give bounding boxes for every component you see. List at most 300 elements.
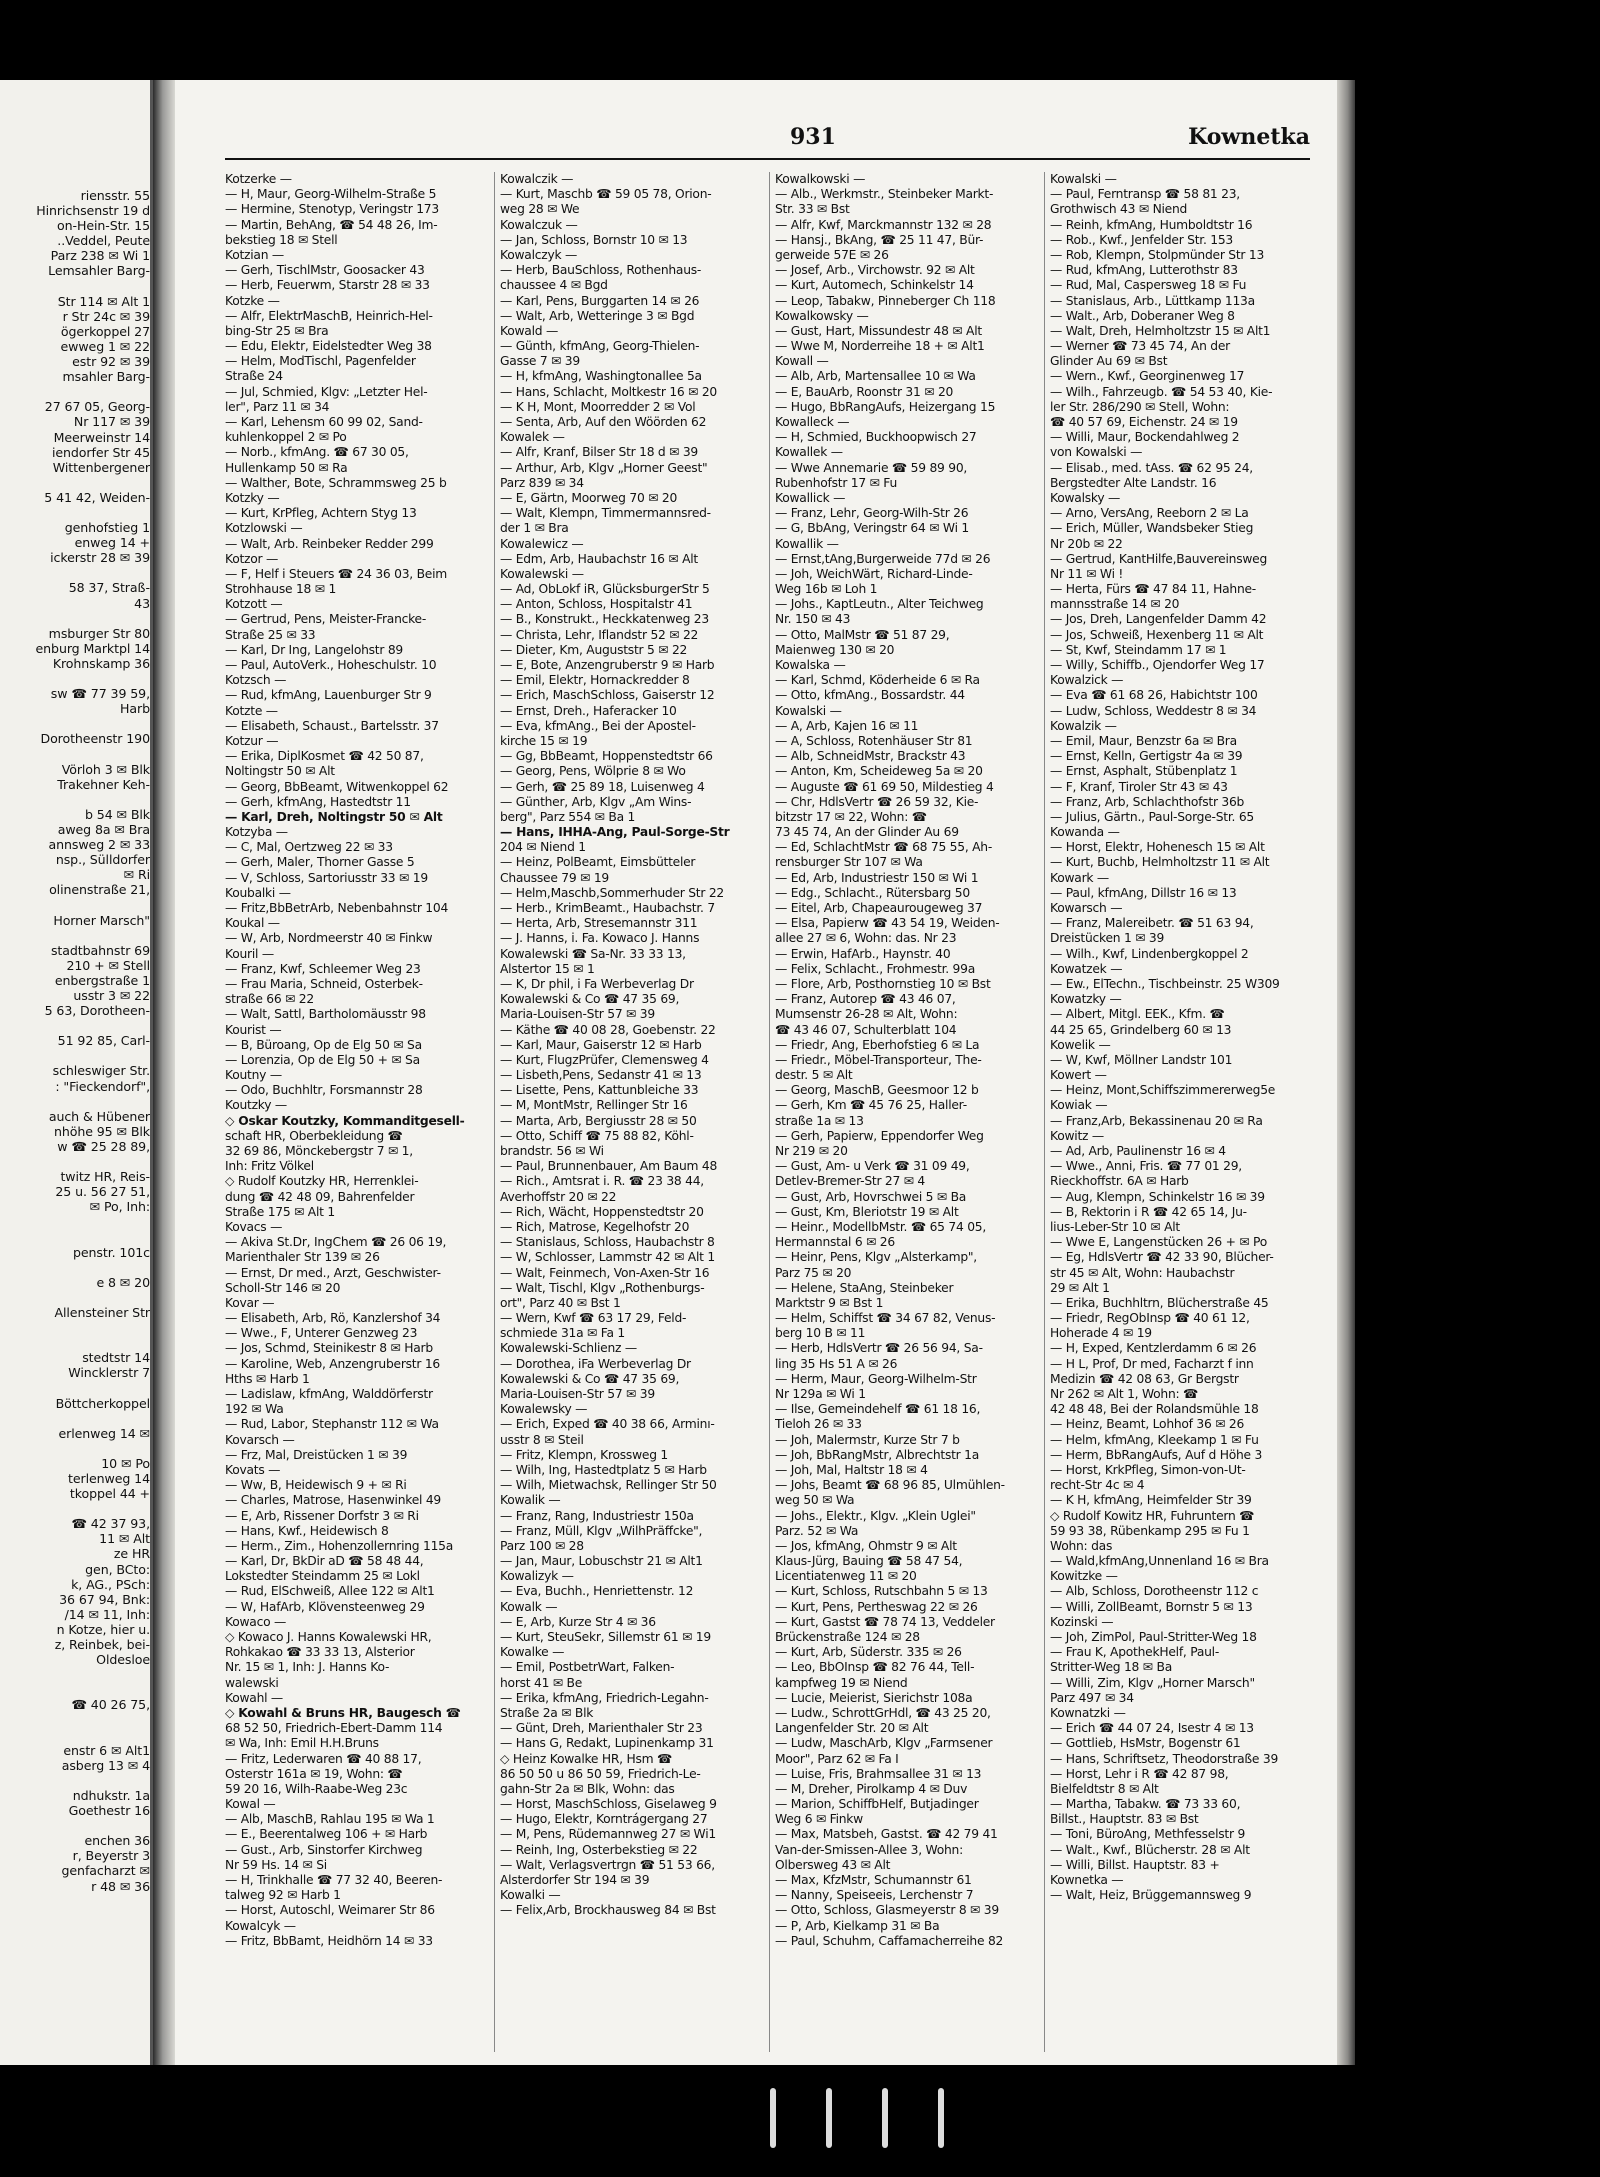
directory-entry-line: — Walt, Tischl, Klgv „Rothenburgs- (500, 1280, 705, 1295)
fragment-line: Dorotheenstr 190 (40, 731, 150, 747)
surname-heading: Kowalzick — (1050, 673, 1124, 688)
directory-entry-line: — Hugo, BbRangAufs, Heizergang 15 (775, 399, 996, 414)
directory-entry-line: — Joh, Mal, Haltstr 18 ✉ 4 (775, 1462, 928, 1477)
directory-entry-line: — Gerh, Km ☎ 45 76 25, Haller- (775, 1098, 967, 1113)
surname-heading: Kotzur — (225, 733, 279, 748)
fragment-line: asberg 13 ✉ 4 (61, 1757, 150, 1773)
surname-heading: Kotzte — (225, 703, 278, 718)
fragment-line (0, 1320, 150, 1335)
fragment-line: 11 ✉ Alt (99, 1531, 150, 1547)
directory-entry-line: Marienthaler Str 139 ✉ 26 (225, 1250, 380, 1265)
directory-entry-line: — Horst, MaschSchloss, Giselaweg 9 (500, 1797, 717, 1812)
directory-entry-line: — Nanny, Speiseeis, Lerchenstr 7 (775, 1888, 974, 1903)
directory-entry-line: Nr 11 ✉ Wi ! (1050, 566, 1124, 581)
directory-entry-line: — Karl, Pens, Burggarten 14 ✉ 26 (500, 293, 700, 308)
directory-entry-line: — Eva ☎ 61 68 26, Habichtstr 100 (1050, 688, 1258, 703)
directory-entry-line: — Lisbeth,Pens, Sedanstr 41 ✉ 13 (500, 1068, 702, 1083)
surname-heading: Kownatzki — (1050, 1705, 1126, 1720)
directory-entry-line: — Ww, B, Heidewisch 9 + ✉ Ri (225, 1478, 407, 1493)
book-gutter (153, 80, 175, 2065)
directory-entry-line: Strohhause 18 ✉ 1 (225, 582, 337, 597)
directory-entry-line: Hoherade 4 ✉ 19 (1050, 1326, 1152, 1341)
directory-entry-line: — Hans G, Redakt, Lupinenkamp 31 (500, 1736, 714, 1751)
fragment-line: enweg 14 + (74, 535, 150, 551)
surname-heading: Kowarsch — (1050, 901, 1123, 915)
directory-entry-line: — B., Konstrukt., Heckkatenweg 23 (500, 612, 709, 627)
directory-entry-line: Klaus-Jürg, Bauing ☎ 58 47 54, (775, 1554, 963, 1569)
directory-entry-line: — Heinz, Mont,Schiffszimmererweg5e (1050, 1083, 1276, 1098)
surname-heading: Koutzky — (225, 1098, 287, 1113)
surname-heading: Kowalski — (1050, 172, 1117, 186)
directory-entry-line: — Joh, WeichWärt, Richard-Linde- (775, 566, 973, 581)
fragment-line (0, 1229, 150, 1244)
directory-entry-line: — Walt, Verlagsvertrgn ☎ 51 53 66, (500, 1857, 715, 1872)
directory-entry-line: — W, Arb, Nordmeerstr 40 ✉ Finkw (225, 931, 433, 946)
directory-entry-line: — E., Beerentalweg 106 + ✉ Harb (225, 1827, 428, 1842)
directory-entry-line: — Willi, Zim, Klgv „Horner Marsch" (1050, 1675, 1255, 1690)
fragment-line: Böttcherkoppel (55, 1395, 150, 1411)
directory-entry-line: — Kurt, SteuSekr, Sillemstr 61 ✉ 19 (500, 1630, 711, 1644)
directory-entry-line: Grothwisch 43 ✉ Niend (1050, 202, 1188, 217)
directory-entry-line: — Erwin, HafArb., Haynstr. 40 (775, 946, 951, 961)
directory-entry-line: straße 66 ✉ 22 (225, 992, 314, 1007)
directory-entry-line: — Luise, Fris, Brahmsallee 31 ✉ 13 (775, 1766, 982, 1781)
directory-entry-line: — Felix, Schlacht., Frohmestr. 99a (775, 961, 975, 976)
directory-entry-line: Osterstr 161a ✉ 19, Wohn: ☎ (225, 1766, 403, 1781)
fragment-line: twitz HR, Reis- (60, 1169, 150, 1185)
directory-entry-line: berg", Parz 554 ✉ Ba 1 (500, 809, 636, 824)
fragment-line: penstr. 101c (72, 1244, 150, 1260)
directory-entry-line: — Willi, Maur, Bockendahlweg 2 (1050, 430, 1240, 445)
surname-heading: Koukal — (225, 916, 280, 931)
directory-entry-line: — Walt, Sattl, Bartholomäusstr 98 (225, 1007, 426, 1022)
directory-entry-line: — Paul, Brunnenbauer, Am Baum 48 (500, 1159, 718, 1174)
directory-entry-line: — Horst, Lehr i R ☎ 42 87 98, (1050, 1766, 1229, 1781)
directory-entry-line: talweg 92 ✉ Harb 1 (225, 1888, 341, 1903)
directory-entry-line: — Karl, Dr, BkDir aD ☎ 58 48 44, (225, 1554, 424, 1569)
directory-entry-line: Alsterdorfer Str 194 ✉ 39 (500, 1873, 650, 1887)
directory-entry-line: — Gust, Km, Bleriotstr 19 ✉ Alt (775, 1204, 959, 1219)
directory-entry-line: — Rud, ElSchweiß, Allee 122 ✉ Alt1 (225, 1584, 435, 1599)
directory-entry-line: — W, HafArb, Klövensteenweg 29 (225, 1599, 425, 1614)
directory-entry-line: — Joh, ZimPol, Paul-Stritter-Weg 18 (1050, 1630, 1257, 1644)
directory-entry-line: Straße 175 ✉ Alt 1 (225, 1204, 335, 1219)
directory-entry-line: ◇ Rudolf Koutzky HR, Herrenklei- (225, 1174, 419, 1189)
surname-heading: Kourist — (225, 1022, 282, 1037)
fragment-line: enburg Marktpl 14 (35, 640, 150, 656)
directory-entry-line: Bielfeldtstr 8 ✉ Alt (1050, 1781, 1159, 1796)
directory-entry-line: — Karl, Maur, Gaiserstr 12 ✉ Harb (500, 1037, 702, 1052)
directory-entry-line: — Rich, Matrose, Kegelhofstr 20 (500, 1219, 690, 1234)
fragment-line: /14 ✉ 11, Inh: (64, 1606, 150, 1622)
fragment-line (0, 1214, 150, 1229)
surname-heading: Kowaco — (225, 1614, 287, 1629)
directory-entry-line: — Otto, MalMstr ☎ 51 87 29, (775, 627, 950, 642)
directory-entry-line: — Fritz, Klempn, Krossweg 1 (500, 1447, 668, 1462)
directory-entry-line: destr. 5 ✉ Alt (775, 1068, 853, 1083)
surname-heading: Kowalleck — (775, 415, 850, 429)
directory-entry-line: — B, Büroang, Op de Elg 50 ✉ Sa (225, 1037, 422, 1052)
directory-entry-line: 68 52 50, Friedrich-Ebert-Damm 114 (225, 1721, 443, 1736)
directory-entry-line: Dreistücken 1 ✉ 39 (1050, 931, 1165, 946)
binding-strip (0, 2065, 1600, 2177)
directory-entry-line: — Marion, SchiffbHelf, Butjadinger (775, 1797, 979, 1812)
fragment-line (0, 1773, 150, 1788)
directory-entry-line: — Herta, Arb, Stresemannstr 311 (500, 916, 698, 931)
directory-entry-line: — E, BauArb, Roonstr 31 ✉ 20 (775, 384, 954, 399)
directory-entry-line: brandstr. 56 ✉ Wi (500, 1144, 604, 1158)
directory-entry-line: — Alb, MaschB, Rahlau 195 ✉ Wa 1 (225, 1812, 435, 1827)
directory-entry-line: Parz 497 ✉ 34 (1050, 1690, 1134, 1705)
directory-entry-line: — Alfr, Kwf, Marckmannstr 132 ✉ 28 (775, 217, 992, 232)
fragment-line: nsp., Sülldorfer (55, 852, 150, 868)
directory-entry-line: — Friedr, Ang, Eberhofstieg 6 ✉ La (775, 1037, 980, 1052)
directory-entry-line: Medizin ☎ 42 08 63, Gr Bergstr (1050, 1371, 1239, 1386)
fragment-line: 58 37, Straß- (68, 580, 150, 596)
directory-entry-line: Nr. 150 ✉ 43 (775, 612, 851, 627)
directory-entry-line: — Herb, Feuerwm, Starstr 28 ✉ 33 (225, 278, 430, 293)
surname-heading: Kowatzky — (1050, 992, 1122, 1007)
directory-entry-line: kuhlenkoppel 2 ✉ Po (225, 430, 347, 445)
directory-entry-line: — Ludw, Schloss, Weddestr 8 ✉ 34 (1050, 703, 1257, 718)
directory-entry-line: — Frau K, ApothekHelf, Paul- (1050, 1645, 1220, 1660)
directory-entry-line: — Jan, Maur, Lobuschstr 21 ✉ Alt1 (500, 1554, 703, 1569)
directory-entry-line: 29 ✉ Alt 1 (1050, 1280, 1110, 1295)
fragment-line (0, 928, 150, 943)
directory-entry-line: ☎ 43 46 07, Schulterblatt 104 (775, 1022, 957, 1037)
directory-entry-line: Nr 262 ✉ Alt 1, Wohn: ☎ (1050, 1387, 1199, 1401)
directory-column-2 (500, 172, 765, 1919)
directory-entry-line: — Herm, Maur, Georg-Wilhelm-Str (775, 1371, 977, 1386)
directory-entry-line: — Eitel, Arb, Chapeaurougeweg 37 (775, 901, 983, 915)
surname-heading: Kowalczuk — (500, 217, 578, 232)
directory-entry-line: — Alb, Schloss, Dorotheenstr 112 c (1050, 1584, 1259, 1599)
directory-entry-line: — Walt, Klempn, Timmermannsred- (500, 506, 711, 521)
directory-entry-line: walewski (225, 1675, 279, 1690)
directory-entry-line: — Karl, Lehensm 60 99 02, Sand- (225, 415, 423, 429)
directory-entry-line: — Kurt, Schloss, Rutschbahn 5 ✉ 13 (775, 1584, 988, 1599)
surname-heading: Kowahl — (225, 1690, 283, 1705)
surname-heading: Kowalczik — (500, 172, 574, 186)
directory-entry-line: ler Str. 286/290 ✉ Stell, Wohn: (1050, 399, 1230, 414)
directory-entry-line: 204 ✉ Niend 1 (500, 840, 586, 855)
directory-entry-line: — H, Schmied, Buckhoopwisch 27 (775, 430, 977, 445)
directory-entry-line: Brückenstraße 124 ✉ 28 (775, 1630, 920, 1644)
directory-entry-line: Scholl-Str 146 ✉ 20 (225, 1280, 341, 1295)
fragment-line: 5 63, Dorotheen- (44, 1003, 150, 1019)
directory-entry-line: — C, Mal, Oertzweg 22 ✉ 33 (225, 840, 393, 855)
directory-entry-line: — Kurt, Gastst ☎ 78 74 13, Veddeler (775, 1614, 995, 1629)
directory-entry-line: — Willy, Schiffb., Ojendorfer Weg 17 (1050, 658, 1265, 672)
directory-entry-line: — M, MontMstr, Rellinger Str 16 (500, 1098, 688, 1113)
directory-entry-line: — H, kfmAng, Washingtonallee 5a (500, 369, 702, 384)
directory-entry-line: — Leop, Tabakw, Pinneberger Ch 118 (775, 293, 996, 308)
directory-entry-line: — Max, KfzMstr, Schumannstr 61 (775, 1873, 972, 1887)
directory-entry-line: — E, Arb, Rissener Dorfstr 3 ✉ Ri (225, 1508, 419, 1523)
fragment-line: Wincklerstr 7 (68, 1365, 150, 1381)
directory-entry-line: — H, Maur, Georg-Wilhelm-Straße 5 (225, 187, 437, 202)
directory-entry-line: — Ludw, MaschArb, Klgv „Farmsener (775, 1736, 993, 1751)
directory-entry-line: — Georg, BbBeamt, Witwenkoppel 62 (225, 779, 449, 794)
fragment-line (0, 611, 150, 626)
fragment-line: tkoppel 44 + (69, 1486, 150, 1502)
fragment-line (0, 1048, 150, 1063)
directory-entry-line: — Otto, Schiff ☎ 75 88 82, Köhl- (500, 1128, 694, 1143)
directory-entry-line: — Walt., Arb, Doberaner Weg 8 (1050, 308, 1235, 323)
directory-entry-line: bing-Str 25 ✉ Bra (225, 323, 329, 338)
directory-entry-line: — Paul, Ferntransp ☎ 58 81 23, (1050, 187, 1240, 202)
directory-entry-line: — Rud, Mal, Caspersweg 18 ✉ Fu (1050, 278, 1247, 293)
directory-entry-line: Nr. 15 ✉ 1, Inh: J. Hanns Ko- (225, 1660, 390, 1675)
fragment-line: 210 + ✉ Stell (66, 957, 150, 973)
fragment-line: Parz 238 ✉ Wi 1 (50, 248, 150, 264)
fragment-line (0, 505, 150, 520)
directory-entry-line: Gasse 7 ✉ 39 (500, 354, 580, 369)
directory-entry-line: — Paul, AutoVerk., Hoheschulstr. 10 (225, 658, 437, 672)
surname-heading: Kowalsky — (1050, 490, 1121, 505)
fragment-line: annsweg 2 ✉ 33 (48, 837, 150, 853)
directory-entry-line: — F, Kranf, Tiroler Str 43 ✉ 43 (1050, 779, 1228, 794)
fragment-line: enstr 6 ✉ Alt1 (63, 1742, 150, 1758)
directory-entry-line: — Helm, Schiffst ☎ 34 67 82, Venus- (775, 1311, 996, 1326)
fragment-line: usstr 3 ✉ 22 (73, 987, 150, 1003)
directory-entry-line: — Horst, Elektr, Hohenesch 15 ✉ Alt (1050, 840, 1265, 855)
directory-entry-line: — Alfr, ElektrMaschB, Heinrich-Hel- (225, 308, 433, 323)
directory-entry-line: ◇ Kowahl & Bruns HR, Baugesch ☎ (225, 1705, 461, 1720)
fragment-line: 36 67 94, Bnk: (59, 1591, 150, 1607)
directory-entry-line: — Otto, Schloss, Glasmeyerstr 8 ✉ 39 (775, 1903, 999, 1918)
fragment-line: 10 ✉ Po (101, 1455, 150, 1471)
directory-entry-line: — Walt., Kwf., Blücherstr. 28 ✉ Alt (1050, 1842, 1250, 1857)
directory-entry-line: — Auguste ☎ 61 69 50, Mildestieg 4 (775, 779, 994, 794)
directory-entry-line: Parz 839 ✉ 34 (500, 475, 584, 490)
fragment-line (0, 792, 150, 807)
directory-entry-line: — Julius, Gärtn., Paul-Sorge-Str. 65 (1050, 809, 1254, 824)
fragment-line: Krohnskamp 36 (52, 655, 150, 671)
fragment-line: r 48 ✉ 36 (91, 1878, 150, 1894)
surname-heading: Koubalki — (225, 885, 291, 900)
directory-entry-line: — Fritz, BbBamt, Heidhörn 14 ✉ 33 (225, 1933, 433, 1948)
directory-entry-line: — Wern, Kwf ☎ 63 17 29, Feld- (500, 1311, 687, 1326)
directory-entry-line: — Helm, kfmAng, Kleekamp 1 ✉ Fu (1050, 1432, 1259, 1447)
surname-heading: Kowalkowski — (775, 172, 866, 186)
fragment-line (0, 384, 150, 399)
directory-entry-line: — Josef, Arb., Virchowstr. 92 ✉ Alt (775, 263, 975, 278)
surname-heading: Kowert — (1050, 1068, 1107, 1083)
directory-entry-line: usstr 8 ✉ Steil (500, 1432, 584, 1447)
directory-entry-line: — Edu, Elektr, Eidelstedter Weg 38 (225, 339, 432, 354)
fragment-line: Wittenbergener (52, 459, 150, 475)
directory-entry-line: — Anton, Schloss, Hospitalstr 41 (500, 597, 693, 612)
directory-entry-line: — Walt, Arb, Wetteringe 3 ✉ Bgd (500, 308, 695, 323)
directory-entry-line: — M, Dreher, Pirolkamp 4 ✉ Duv (775, 1781, 968, 1796)
directory-entry-line: — E, Arb, Kurze Str 4 ✉ 36 (500, 1614, 656, 1629)
directory-entry-line: Str. 33 ✉ Bst (775, 202, 850, 217)
directory-entry-line: — Heinr., ModellbMstr. ☎ 65 74 05, (775, 1219, 987, 1234)
directory-entry-line: ◇ Kowaco J. Hanns Kowalewski HR, (225, 1630, 432, 1644)
directory-entry-line: Averhoffstr 20 ✉ 22 (500, 1189, 617, 1204)
directory-entry-line: — Karl, Dr Ing, Langelohstr 89 (225, 642, 403, 657)
directory-entry-line: — Gerh, Maler, Thorner Gasse 5 (225, 855, 415, 870)
directory-entry-line: ler", Parz 11 ✉ 34 (225, 399, 330, 414)
directory-entry-line: — Elsa, Papierw ☎ 43 54 19, Weiden- (775, 916, 1000, 931)
directory-entry-line: Lokstedter Steindamm 25 ✉ Lokl (225, 1569, 420, 1584)
surname-heading: Kowalewsky — (500, 1402, 588, 1417)
directory-entry-line: weg 28 ✉ We (500, 202, 580, 217)
directory-entry-line: — Toni, BüroAng, Methfesselstr 9 (1050, 1827, 1246, 1842)
directory-entry-line: — Alb., Werkmstr., Steinbeker Markt- (775, 187, 994, 202)
directory-entry-line: — A, Schloss, Rotenhäuser Str 81 (775, 733, 973, 748)
surname-heading: Kovacs — (225, 1219, 283, 1234)
surname-heading: Kowall — (775, 354, 829, 369)
directory-entry-line: — Ernst,tAng,Burgerweide 77d ✉ 26 (775, 551, 991, 566)
directory-entry-line: — Walt, Heiz, Brüggemannsweg 9 (1050, 1888, 1252, 1903)
directory-entry-line: — Hugo, Elektr, Korntrágergang 27 (500, 1812, 708, 1827)
fragment-line: 43 (134, 595, 150, 611)
directory-entry-line: — Wern., Kwf., Georginenweg 17 (1050, 369, 1245, 384)
directory-entry-line: — W, Schlosser, Lammstr 42 ✉ Alt 1 (500, 1250, 715, 1265)
fragment-line (0, 1290, 150, 1305)
directory-entry-line: — K H, Mont, Moorredder 2 ✉ Vol (500, 399, 696, 414)
directory-entry-line: — Hans, Kwf., Heidewisch 8 (225, 1523, 389, 1538)
fragment-line (0, 1728, 150, 1743)
directory-entry-line: — Erika, DiplKosmet ☎ 42 50 87, (225, 749, 424, 764)
directory-entry-line: — V, Schloss, Sartoriusstr 33 ✉ 19 (225, 870, 428, 885)
directory-entry-line: bitzstr 17 ✉ 22, Wohn: ☎ (775, 809, 927, 824)
directory-entry-line: — Gerh, kfmAng, Hastedtstr 11 (225, 794, 411, 809)
directory-entry-line: — Erich, MaschSchloss, Gaiserstr 12 (500, 688, 715, 703)
fragment-line: enbergstraße 1 (54, 972, 150, 988)
fragment-line: nhöhe 95 ✉ Blk (53, 1123, 150, 1139)
directory-entry-line: Hths ✉ Harb 1 (225, 1371, 310, 1386)
directory-entry-line: — Johs, Beamt ☎ 68 96 85, Ulmühlen- (775, 1478, 1005, 1493)
surname-heading: Kowanda — (1050, 825, 1120, 840)
surname-heading: Kotzke — (225, 293, 280, 308)
directory-entry-line: schaft HR, Oberbekleidung ☎ (225, 1128, 403, 1143)
fragment-line: ze HR (113, 1546, 150, 1562)
surname-heading: Kowalzik — (1050, 718, 1117, 733)
directory-entry-line: 192 ✉ Wa (225, 1402, 284, 1417)
directory-entry-line: — Fritz, Lederwaren ☎ 40 88 17, (225, 1751, 422, 1766)
directory-entry-line: — B, Rektorin i R ☎ 42 65 14, Ju- (1050, 1204, 1247, 1219)
directory-entry-line: — Marta, Arb, Bergiusstr 28 ✉ 50 (500, 1113, 697, 1128)
directory-entry-line: ◇ Rudolf Kowitz HR, Fuhruntern ☎ (1050, 1508, 1255, 1523)
directory-entry-line: — H L, Prof, Dr med, Facharzt f inn (1050, 1356, 1254, 1371)
directory-entry-line: — Eg, HdlsVertr ☎ 42 33 90, Blücher- (1050, 1250, 1274, 1265)
directory-entry-line: allee 27 ✉ 6, Wohn: das. Nr 23 (775, 931, 957, 946)
fragment-line (0, 1380, 150, 1395)
fragment-line: stedtstr 14 (82, 1350, 150, 1366)
directory-entry-line: — Werner ☎ 73 45 74, An der (1050, 339, 1230, 354)
directory-entry-line: 59 20 16, Wilh-Raabe-Weg 23c (225, 1781, 408, 1796)
directory-entry-line: — Stanislaus, Schloss, Haubachstr 8 (500, 1235, 715, 1250)
binding-mark (826, 2088, 832, 2148)
directory-entry-line: — Wilh., Fahrzeugb. ☎ 54 53 40, Kie- (1050, 384, 1273, 399)
directory-entry-line: dung ☎ 42 48 09, Bahrenfelder (225, 1189, 415, 1204)
column-divider (769, 172, 770, 2052)
directory-entry-line: — Günth, kfmAng, Georg-Thielen- (500, 339, 700, 354)
directory-entry-line: — E, Bote, Anzengruberstr 9 ✉ Harb (500, 658, 715, 672)
fragment-line: riensstr. 55 (80, 188, 150, 203)
surname-heading: Kowalek — (500, 430, 565, 445)
fragment-line: on-Hein-Str. 15 (57, 218, 150, 234)
fragment-line: schleswiger Str. (52, 1063, 150, 1079)
fragment-line (0, 1667, 150, 1682)
directory-entry-line: — Senta, Arb, Auf den Wöörden 62 (500, 415, 707, 429)
directory-entry-line: — Ernst, Dreh., Haferacker 10 (500, 703, 677, 718)
fragment-line: ewweg 1 ✉ 22 (60, 338, 150, 354)
directory-entry-line: — Odo, Buchhltr, Forsmannstr 28 (225, 1083, 423, 1098)
page-edge (1337, 80, 1355, 2065)
directory-entry-line: — Martha, Tabakw. ☎ 73 33 60, (1050, 1797, 1241, 1812)
fragment-line: Vörloh 3 ✉ Blk (61, 761, 150, 777)
directory-entry-line: — Felix,Arb, Brockhausweg 84 ✉ Bst (500, 1903, 716, 1918)
fragment-line: r Str 24c ✉ 39 (62, 308, 150, 324)
directory-entry-line: — Wilh., Kwf, Lindenbergkoppel 2 (1050, 946, 1249, 961)
directory-entry-line: Glinder Au 69 ✉ Bst (1050, 354, 1168, 369)
directory-entry-line: Nr 129a ✉ Wi 1 (775, 1387, 866, 1401)
directory-entry-line: — Lisette, Pens, Kattunbleiche 33 (500, 1083, 699, 1098)
surname-heading: Kowallik — (775, 536, 839, 551)
directory-entry-line: — Dieter, Km, Auguststr 5 ✉ 22 (500, 642, 688, 657)
surname-heading: Kownetka — (1050, 1873, 1124, 1887)
fragment-line: msahler Barg- (62, 369, 150, 385)
directory-entry-line: — Kurt, FlugzPrüfer, Clemensweg 4 (500, 1052, 709, 1067)
directory-entry-line: Bergstedter Alte Landstr. 16 (1050, 475, 1217, 490)
directory-entry-line: — Elisabeth, Arb, Rö, Kanzlershof 34 (225, 1311, 441, 1326)
fragment-line: Str 114 ✉ Alt 1 (57, 293, 150, 309)
directory-entry-line: — Reinh, kfmAng, Humboldtstr 16 (1050, 217, 1253, 232)
fragment-line: Meerweinstr 14 (53, 429, 150, 445)
directory-entry-line: — Rich, Wächt, Hoppenstedtstr 20 (500, 1204, 704, 1219)
directory-entry-line: — Horst, Autoschl, Weimarer Str 86 (225, 1903, 435, 1918)
fragment-line: sw ☎ 77 39 59, (50, 686, 150, 702)
fragment-line: terlenweg 14 (68, 1470, 150, 1486)
surname-heading: Kowelik — (1050, 1037, 1111, 1052)
directory-entry-line: — Ernst, Dr med., Arzt, Geschwister- (225, 1265, 441, 1280)
directory-entry-line: — Günt, Dreh, Marienthaler Str 23 (500, 1721, 703, 1736)
directory-entry-line: — Gg, BbBeamt, Hoppenstedtstr 66 (500, 749, 713, 764)
directory-entry-line: — Joh, Malermstr, Kurze Str 7 b (775, 1432, 960, 1447)
directory-entry-line: — Walt, Feinmech, Von-Axen-Str 16 (500, 1265, 710, 1280)
directory-entry-line: — Franz, Malereibetr. ☎ 51 63 94, (1050, 916, 1254, 931)
surname-heading: Kowalik — (500, 1493, 561, 1508)
directory-entry-line: Marktstr 9 ✉ Bst 1 (775, 1295, 884, 1310)
directory-entry-line: — Heinz, PolBeamt, Eimsbütteler (500, 855, 696, 870)
fragment-line: olinenstraße 21, (49, 882, 150, 898)
directory-entry-line: Kowalewski & Co ☎ 47 35 69, (500, 1371, 680, 1386)
directory-entry-line: — Hansj., BkAng, ☎ 25 11 47, Bür- (775, 232, 984, 247)
directory-entry-line: — Flore, Arb, Posthornstieg 10 ✉ Bst (775, 976, 991, 991)
directory-entry-line: — Ed, Arb, Industriestr 150 ✉ Wi 1 (775, 870, 979, 885)
surname-heading: Kotzerke — (225, 172, 292, 186)
directory-entry-line: — Norb., kfmAng. ☎ 67 30 05, (225, 445, 409, 460)
directory-entry-line: — Heinr, Pens, Klgv „Alsterkamp", (775, 1250, 977, 1265)
directory-entry-line: — Wwe., F, Unterer Genzweg 23 (225, 1326, 418, 1341)
directory-entry-line: — Gertrud, KantHilfe,Bauvereinsweg (1050, 551, 1268, 566)
directory-entry-line: — Herm, BbRangAufs, Auf d Höhe 3 (1050, 1447, 1263, 1462)
directory-entry-line: Tieloh 26 ✉ 33 (775, 1417, 862, 1432)
surname-heading: Kowitzke — (1050, 1569, 1118, 1584)
directory-entry-line: — Horst, KrkPfleg, Simon-von-Ut- (1050, 1462, 1246, 1477)
directory-entry-line: — Eva, kfmAng., Bei der Apostel- (500, 718, 696, 733)
directory-entry-line: — Herb, HdlsVertr ☎ 26 56 94, Sa- (775, 1341, 983, 1356)
directory-entry-line: — Friedr, RegObInsp ☎ 40 61 12, (1050, 1311, 1250, 1326)
directory-entry-line: Straße 2a ✉ Blk (500, 1705, 594, 1720)
directory-entry-line: — P, Arb, Kielkamp 31 ✉ Ba (775, 1918, 940, 1933)
directory-entry-line: — Karl, Schmd, Köderheide 6 ✉ Ra (775, 673, 980, 688)
directory-entry-line: — Charles, Matrose, Hasenwinkel 49 (225, 1493, 441, 1508)
